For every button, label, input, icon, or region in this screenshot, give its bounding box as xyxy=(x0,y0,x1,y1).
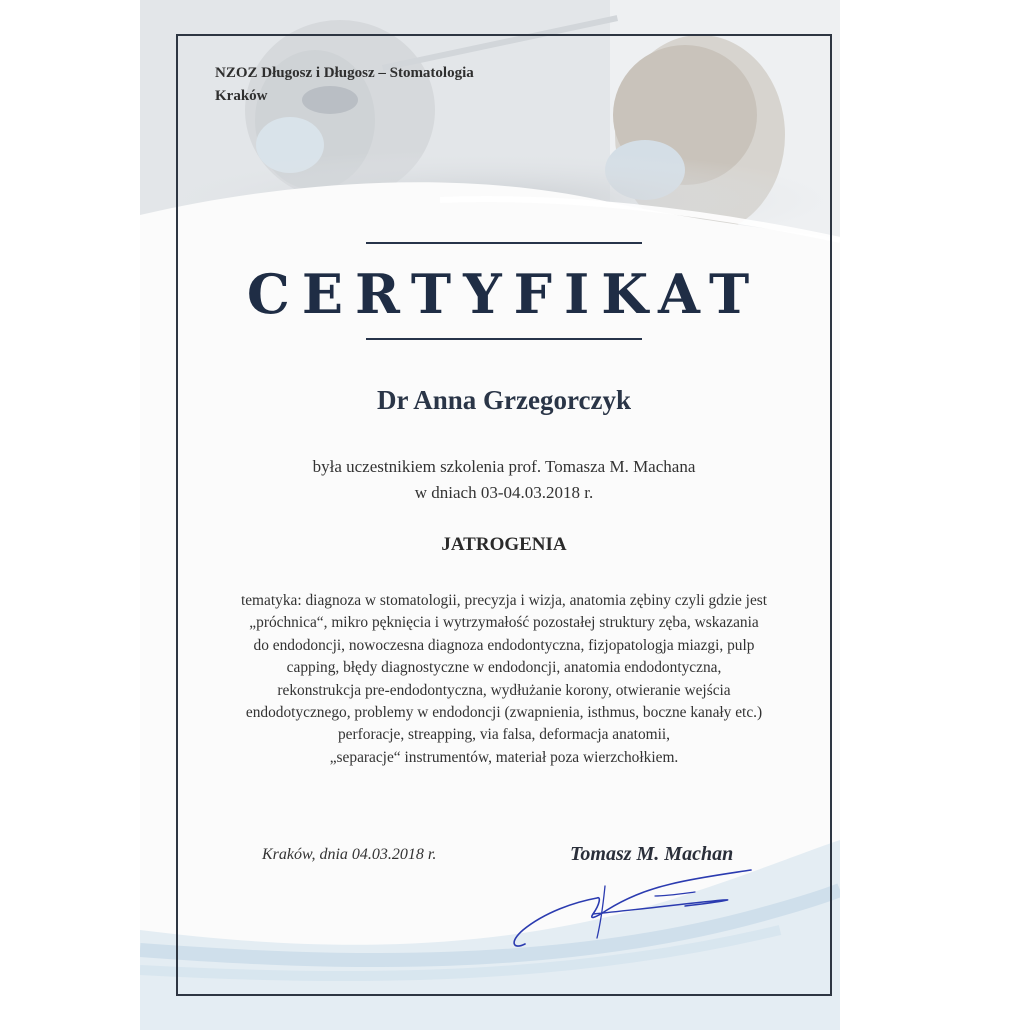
clinic-name: NZOZ Długosz i Długosz – Stomatologia xyxy=(215,65,474,81)
topics-line: rekonstrukcja pre-endodontyczna, wydłużanie korony, otwieranie wejścia xyxy=(277,681,731,699)
topics-line: „próchnica“, mikro pęknięcia i wytrzymałość pozostałej struktury zęba, wskazania xyxy=(249,614,759,632)
title-rule-bottom xyxy=(366,338,642,340)
clinic-city: Kraków xyxy=(215,88,268,104)
intro-line: była uczestnikiem szkolenia prof. Tomasza M. Machana xyxy=(312,457,696,476)
topics-line: do endodoncji, nowoczesna diagnoza endodontyczna, fizjopatologja miazgi, pulp xyxy=(253,636,755,654)
place-and-date: Kraków, dnia 04.03.2018 r. xyxy=(262,846,437,863)
topics-line: capping, błędy diagnostyczne w endodoncji, anatomia endodontyczna, xyxy=(286,659,722,677)
title-rule-top xyxy=(366,242,642,244)
certificate-title: CERTYFIKAT xyxy=(246,262,762,326)
course-name: JATROGENIA xyxy=(441,534,567,555)
course-topics xyxy=(176,590,832,769)
intro-dates: w dniach 03-04.03.2018 r. xyxy=(414,483,594,502)
signer-name: Tomasz M. Machan xyxy=(570,843,734,865)
topics-line: endodotycznego, problemy w endodoncji (zwapnienia, isthmus, boczne kanały etc.) xyxy=(245,704,763,722)
clinic-header xyxy=(215,62,474,108)
participation-statement xyxy=(176,454,832,506)
topics-line: tematyka: diagnoza w stomatologii, precyzja i wizja, anatomia zębiny czyli gdzie jest xyxy=(240,592,768,609)
handwritten-signature xyxy=(505,866,765,956)
recipient-name: Dr Anna Grzegorczyk xyxy=(377,385,631,415)
topics-line: perforacje, streapping, via falsa, deformacja anatomii, xyxy=(337,726,671,744)
topics-line: „separacje“ instrumentów, materiał poza wierzchołkiem. xyxy=(329,748,679,766)
